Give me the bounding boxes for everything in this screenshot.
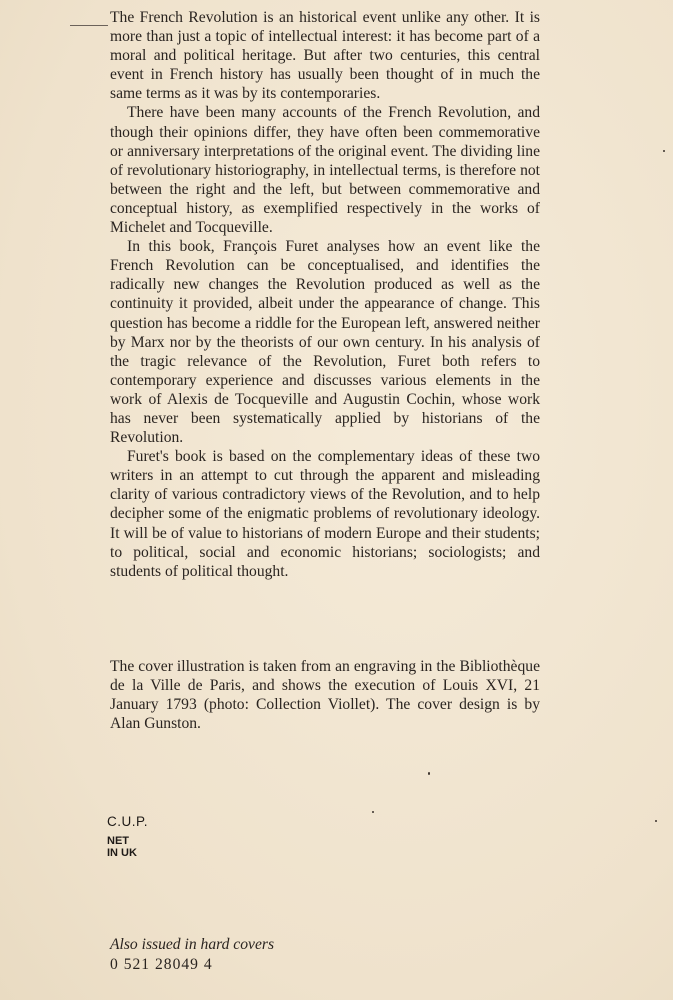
publisher-code: C.U.P. [107,814,149,829]
description-paragraph-4: Furet's book is based on the complementary ideas of these two writers in an attempt to cut through the apparent and misleading clarity of various contradictory views of the Revolution, and to help decipher some of the enigmatic problems of revolutionary ideology. It will be of value to historians of modern Europe and their students; to political, social and economic historians; sociologists; and students of political thought. [110,448,540,580]
paper-speck [663,150,665,152]
description-paragraph-1: The French Revolution is an historical event unlike any other. It is more than just a topic of intellectual interest: it has become part of a moral and political heritage. But after two centuries, this central event in French history has usually been thought of in much the same terms as it was by its contemporaries. [110,9,540,103]
paper-speck [428,772,430,775]
net-region-label: IN UK [107,847,137,859]
hardcover-note: Also issued in hard covers [110,936,275,953]
net-label: NET [107,835,129,847]
book-description [110,8,540,581]
isbn: 0 521 28049 4 [110,956,213,973]
paper-speck [655,820,657,822]
cover-credit [110,657,540,733]
paper-speck [372,811,374,813]
price-mark [107,814,148,859]
edition-info [110,935,274,975]
decorative-rule [70,25,108,26]
description-paragraph-2: There have been many accounts of the French Revolution, and though their opinions differ, they have often been commemorative or anniversary interpretations of the original event. The dividing line of revolutionary historiography, in intellectual terms, is therefore not between the right and the left, but between commemorative and conceptual history, as exemplified respectively in the works of Michelet and Tocqueville. [110,104,540,237]
cover-credit-text: The cover illustration is taken from an engraving in the Bibliothèque de la Ville de Paris, and shows the execution of Louis XVI, 21 January 1793 (photo: Collection Viollet). The cover design is by Alan Gunston. [110,658,540,733]
description-paragraph-3: In this book, François Furet analyses how an event like the French Revolution can be conceptualised, and identifies the radically new changes the Revolution produced as well as the continuity it provided, albeit under the appearance of change. This question has become a riddle for the European left, answered neither by Marx nor by the theorists of our own century. In his analysis of the tragic relevance of the Revolution, Furet both refers to contemporary experience and discusses various elements in the work of Alexis de Tocqueville and Augustin Cochin, whose work has never been systematically applied by historians of the Revolution. [110,238,540,447]
